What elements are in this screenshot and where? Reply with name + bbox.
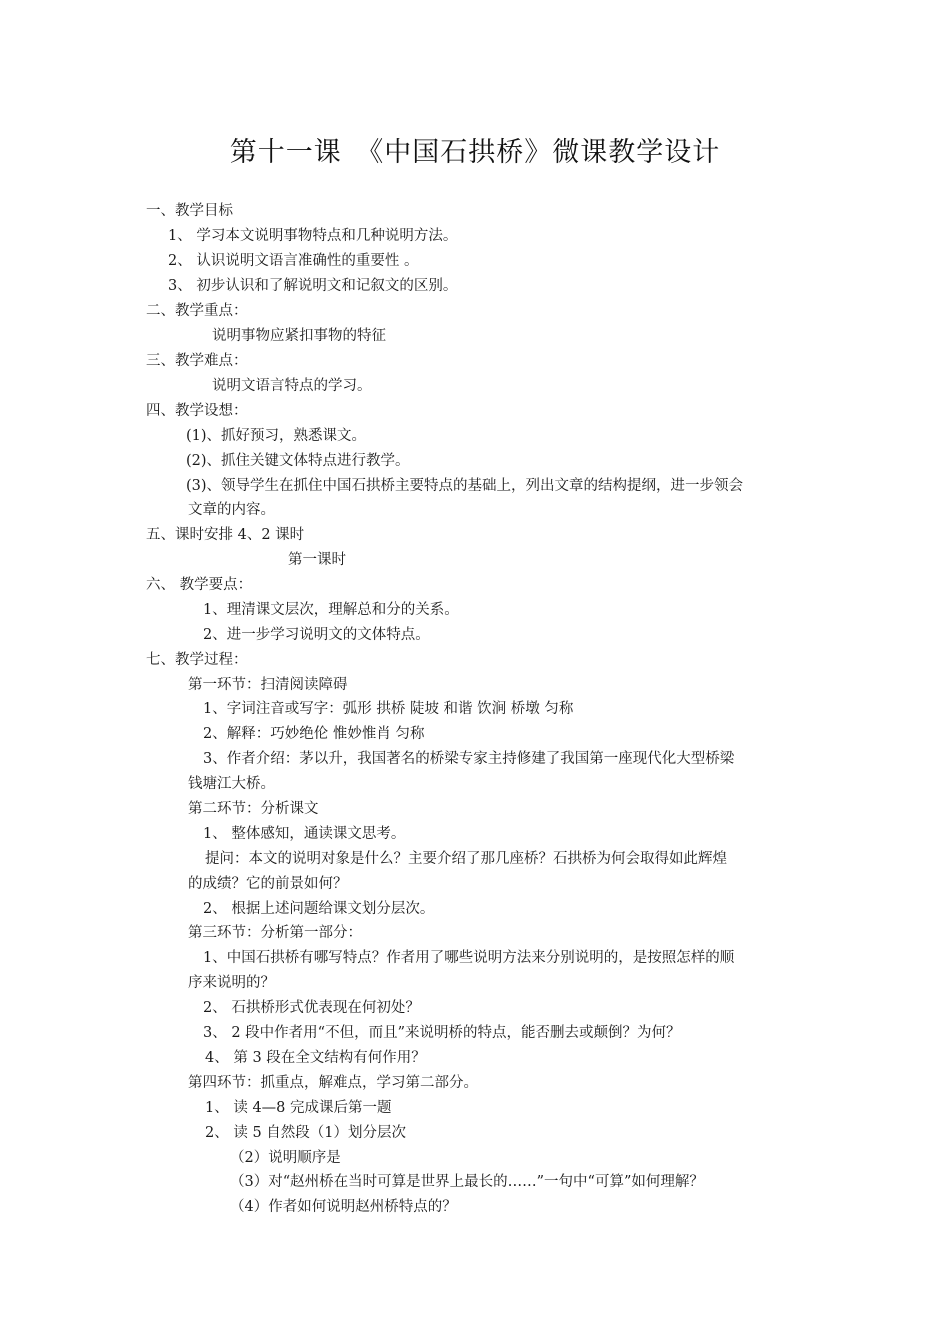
subheading: 第二环节：分析课文 xyxy=(188,801,319,817)
subheading: 第四环节：抓重点，解难点，学习第二部分。 xyxy=(188,1075,478,1091)
list-item: （4）作者如何说明赵州桥特点的？ xyxy=(230,1199,457,1215)
list-item: (2)、抓住关键文体特点进行教学。 xyxy=(186,453,410,469)
list-item: 1、理清课文层次，理解总和分的关系。 xyxy=(203,602,459,618)
list-item: 2、 读 5 自然段（1）划分层次 xyxy=(205,1125,407,1141)
section-heading-objectives: 一、教学目标 xyxy=(146,203,233,219)
list-item: (1)、抓好预习，熟悉课文。 xyxy=(186,428,367,444)
subheading: 第一课时 xyxy=(288,552,346,568)
list-item: （3）对“赵州桥在当时可算是世界上最长的……”一句中“可算”如何理解？ xyxy=(230,1174,704,1190)
section-heading-schedule: 五、课时安排 4、2 课时 xyxy=(146,527,305,543)
list-item: 2、进一步学习说明文的文体特点。 xyxy=(203,627,430,643)
list-item: 2、 石拱桥形式优表现在何初处？ xyxy=(203,1000,420,1016)
list-item: 3、作者介绍：茅以升，我国著名的桥梁专家主持修建了我国第一座现代化大型桥梁 xyxy=(203,751,735,767)
list-item: 1、 学习本文说明事物特点和几种说明方法。 xyxy=(168,228,458,244)
section-heading-difficulties: 三、教学难点： xyxy=(146,353,248,369)
list-item: 1、 整体感知，通读课文思考。 xyxy=(203,826,406,842)
list-item: 2、 认识说明文语言准确性的重要性 。 xyxy=(168,253,419,269)
section-heading-process: 七、教学过程： xyxy=(146,652,248,668)
subheading: 第三环节：分析第一部分： xyxy=(188,925,362,941)
paragraph: 钱塘江大桥。 xyxy=(188,776,275,792)
list-item: 4、 第 3 段在全文结构有何作用？ xyxy=(205,1050,426,1066)
list-item: 1、 读 4—8 完成课后第一题 xyxy=(205,1100,392,1116)
list-item: 2、解释：巧妙绝伦 惟妙惟肖 匀称 xyxy=(203,726,425,742)
list-item: 1、中国石拱桥有哪写特点？作者用了哪些说明方法来分别说明的，是按照怎样的顺 xyxy=(203,950,735,966)
paragraph: 说明文语言特点的学习。 xyxy=(212,378,372,394)
section-heading-key-points: 二、教学重点： xyxy=(146,303,248,319)
list-item: 2、 根据上述问题给课文划分层次。 xyxy=(203,901,435,917)
paragraph: 序来说明的？ xyxy=(188,975,275,991)
list-item: (3)、领导学生在抓住中国石拱桥主要特点的基础上，列出文章的结构提纲，进一步领会 xyxy=(186,478,744,494)
paragraph: 提问：本文的说明对象是什么？主要介绍了那几座桥？石拱桥为何会取得如此辉煌 xyxy=(205,851,727,867)
list-item: 1、字词注音或写字：弧形 拱桥 陡坡 和谐 饮涧 桥墩 匀称 xyxy=(203,701,574,717)
section-heading-ideas: 四、教学设想： xyxy=(146,403,248,419)
subheading: 第一环节：扫清阅读障碍 xyxy=(188,677,348,693)
document-title: 第十一课 《中国石拱桥》微课教学设计 xyxy=(229,137,721,168)
paragraph: 说明事物应紧扣事物的特征 xyxy=(212,328,386,344)
paragraph: 文章的内容。 xyxy=(188,502,275,518)
section-heading-teaching-points: 六、 教学要点： xyxy=(146,577,253,593)
list-item: 3、 2 段中作者用“不但，而且”来说明桥的特点，能否删去或颠倒？为何？ xyxy=(203,1025,681,1041)
list-item: 3、 初步认识和了解说明文和记叙文的区别。 xyxy=(168,278,458,294)
list-item: （2）说明顺序是 xyxy=(230,1150,341,1166)
paragraph: 的成绩？它的前景如何？ xyxy=(188,876,348,892)
